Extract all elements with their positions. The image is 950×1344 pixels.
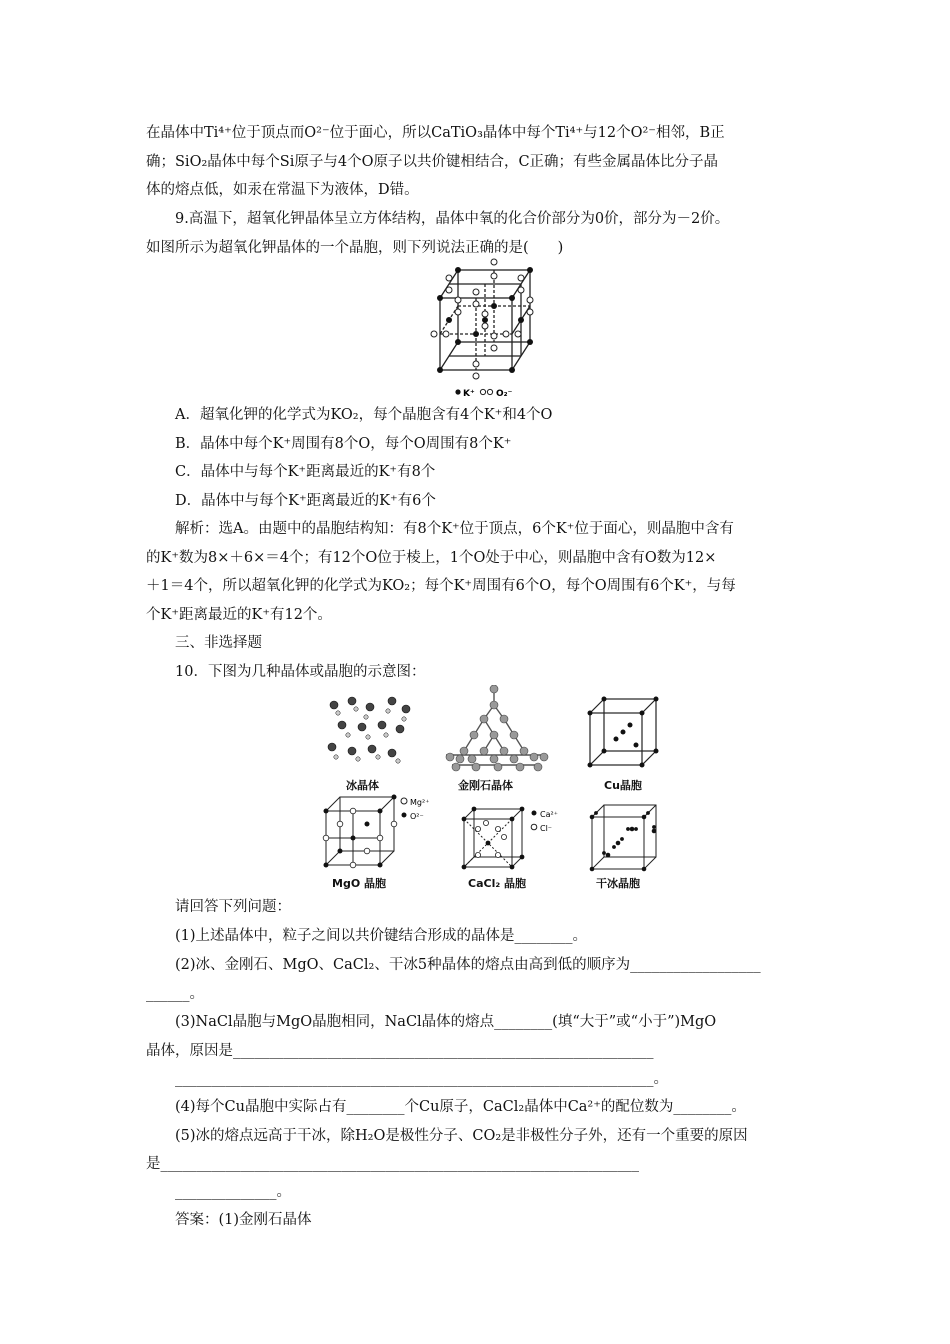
analysis-line: 个K⁺距离最近的K⁺有12个。 [146, 607, 332, 623]
caption-mgo: MgO 晶胞 [332, 877, 387, 890]
ko2-unit-cell-figure [428, 258, 548, 400]
question-3-cont: 晶体，原因是__________________________________________________________ [146, 1043, 654, 1059]
diamond-crystal-image [442, 685, 552, 775]
text-line: 体的熔点低，如汞在常温下为液体，D错。 [146, 182, 419, 198]
caption-diamond: 金刚石晶体 [458, 779, 513, 792]
text-line: 如图所示为超氧化钾晶体的一个晶胞，则下列说法正确的是( ) [146, 240, 564, 256]
analysis-line: 的K⁺数为8×＋6×＝4个；有12个O位于棱上，1个O处于中心，则晶胞中含有O数为12× [146, 550, 717, 566]
question-1: (1)上述晶体中，粒子之间以共价键结合形成的晶体是________。 [175, 928, 588, 944]
caption-cacl2: CaCl₂ 晶胞 [468, 877, 526, 890]
question-3: (3)NaCl晶胞与MgO晶胞相同，NaCl晶体的熔点________(填“大于”或“小于”)MgO [175, 1014, 717, 1030]
potassium-legend-dot [455, 389, 460, 394]
question-10: 10．下图为几种晶体或晶胞的示意图： [175, 664, 426, 680]
option-b: B．晶体中每个K⁺周围有8个O，每个O周围有8个K⁺ [175, 436, 512, 452]
mgo-unit-cell-image [322, 793, 432, 873]
mgo-legend-o: O²⁻ [410, 812, 424, 821]
text-line: 在晶体中Ti⁴⁺位于顶点而O²⁻位于面心，所以CaTiO₃晶体中每个Ti⁴⁺与12个O²⁻相邻，B正 [146, 125, 725, 141]
analysis-line: ＋1＝4个，所以超氧化钾的化学式为KO₂；每个K⁺周围有6个O，每个O周围有6个K⁺，与每 [146, 578, 736, 594]
question-4: (4)每个Cu晶胞中实际占有________个Cu原子，CaCl₂晶体中Ca²⁺的配位数为________。 [175, 1099, 746, 1115]
question-2: (2)冰、金刚石、MgO、CaCl₂、干冰5种晶体的熔点由高到低的顺序为__________________ [175, 957, 761, 973]
prompt-line: 请回答下列问题： [175, 899, 291, 915]
question-2-cont: ______。 [146, 986, 204, 1002]
cacl2-legend-cl: Cl⁻ [540, 824, 553, 833]
legend-k-label: K⁺ [463, 389, 475, 399]
copper-unit-cell-image [586, 695, 662, 771]
crystal-structures-figure [318, 685, 668, 890]
question-5-cont: 是__________________________________________________________________ [146, 1156, 639, 1172]
answer-line: 答案：(1)金刚石晶体 [175, 1212, 312, 1228]
cacl2-legend-ca: Ca²⁺ [540, 810, 558, 819]
question-5: (5)冰的熔点远高于干冰，除H₂O是极性分子、CO₂是非极性分子外，还有一个重要的原因 [175, 1128, 748, 1144]
question-3-cont: __________________________________________________________________。 [175, 1071, 668, 1087]
text-line: 确；SiO₂晶体中每个Si原子与4个O原子以共价键相结合，C正确；有些金属晶体比分子晶 [146, 154, 719, 170]
ice-crystal-image [322, 691, 412, 769]
mgo-legend-mg: Mg²⁺ [410, 798, 430, 807]
legend-o2-label: O₂⁻ [496, 389, 513, 399]
caption-copper: Cu晶胞 [604, 779, 642, 792]
dry-ice-unit-cell-image [588, 801, 660, 873]
question-5-cont: ______________。 [175, 1184, 291, 1200]
section-heading: 三、非选择题 [175, 635, 262, 651]
analysis-line: 解析：选A。由题中的晶胞结构知：有8个K⁺位于顶点，6个K⁺位于面心，则晶胞中含有 [175, 521, 734, 537]
option-c: C．晶体中与每个K⁺距离最近的K⁺有8个 [175, 464, 436, 480]
question-9: 9.高温下，超氧化钾晶体呈立方体结构，晶体中氧的化合价部分为0价，部分为－2价。 [175, 211, 730, 227]
cacl2-unit-cell-image [460, 805, 570, 875]
option-a: A．超氧化钾的化学式为KO₂，每个晶胞含有4个K⁺和4个O [175, 407, 553, 423]
caption-ice: 冰晶体 [346, 779, 379, 792]
option-d: D．晶体中与每个K⁺距离最近的K⁺有6个 [175, 493, 436, 509]
caption-dry-ice: 干冰晶胞 [596, 877, 640, 890]
